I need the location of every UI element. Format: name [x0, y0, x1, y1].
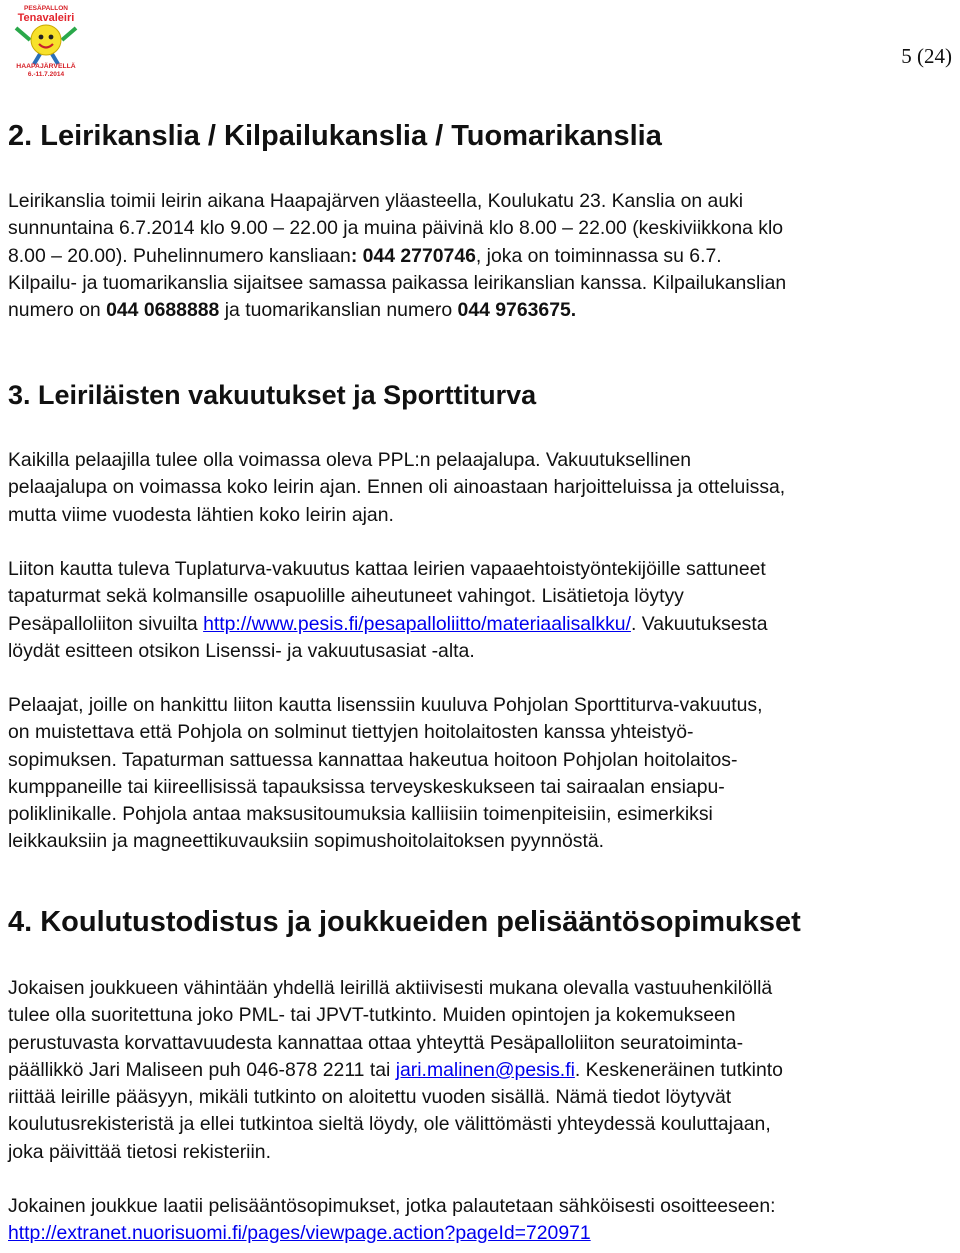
- text-line: Jokaisen joukkueen vähintään yhdellä leirillä aktiivisesti mukana olevalla vastuuhenkilöllä: [8, 977, 773, 999]
- extranet-link[interactable]: http://extranet.nuorisuomi.fi/pages/viewpage.action?pageId=720971: [8, 1222, 591, 1245]
- text-line: Liiton kautta tuleva Tuplaturva-vakuutus kattaa leirien vapaaehtoistyöntekijöille sattuneet: [8, 558, 766, 580]
- text-line: numero on 044 0688888 ja tuomarikanslian numero 044 9763675.: [8, 299, 577, 322]
- text-line: tulee olla suoritettuna joko PML- tai JPVT-tutkinto. Muiden opintojen ja kokemukseen: [8, 1004, 736, 1027]
- text-line: Kilpailu- ja tuomarikanslia sijaitsee samassa paikassa leirikanslian kanssa. Kilpailukanslian: [8, 271, 787, 294]
- text-line: kumppaneille tai kiireellisissä tapauksissa terveyskeskukseen tai sairaalan ensiapu-: [8, 775, 725, 798]
- text-line: sopimuksen. Tapaturman sattuessa kannattaa hakeutua hoitoon Pohjolan hoitolaitos-: [8, 748, 738, 771]
- logo-text-place: HAAPAJÄRVELLÄ: [16, 63, 76, 70]
- text-line: koulutusrekisteristä ja ellei tutkintoa sieltä löydy, ole välittömästi yhteydessä kouluttajaan,: [8, 1113, 771, 1136]
- section-4-heading: 4. Koulutustodistus ja joukkueiden pelisääntösopimukset: [8, 906, 801, 938]
- text-line: pelaajalupa on voimassa koko leirin ajan. Ennen oli ainoastaan harjoitteluissa ja otteluissa,: [8, 476, 786, 499]
- text-line: Leirikanslia toimii leirin aikana Haapajärven yläasteella, Koulukatu 23. Kanslia on auki: [8, 190, 744, 212]
- email-link[interactable]: jari.malinen@pesis.fi: [395, 1058, 575, 1081]
- text-line: on muistettava että Pohjola on solminut tiettyjen hoitolaitosten kanssa yhteistyö-: [8, 721, 694, 744]
- logo-text-top: PESÄPALLON: [24, 5, 68, 12]
- section-4-paragraph-1: [8, 975, 956, 1166]
- section-3-paragraph-2: [8, 556, 956, 665]
- section-2-paragraph: [8, 188, 956, 324]
- section-4-paragraph-2: [8, 1193, 956, 1248]
- text-line: perustuvasta korvattavuudesta kannattaa ottaa yhteyttä Pesäpalloliiton seuratoiminta-: [8, 1031, 744, 1054]
- text-line: [8, 1220, 956, 1247]
- text-line: leikkauksiin ja magneettikuvauksiin sopimushoitolaitoksen pyynnöstä.: [8, 830, 605, 853]
- text-line: tapaturmat sekä kolmansille osapuolille aiheutuneet vahingot. Lisätietoja löytyy: [8, 585, 684, 608]
- text-line: joka päivittää tietosi rekisteriin.: [8, 1140, 271, 1163]
- section-3-paragraph-3: [8, 692, 956, 856]
- text-line: Kaikilla pelaajilla tulee olla voimassa oleva PPL:n pelaajalupa. Vakuutuksellinen: [8, 449, 692, 471]
- logo-text-brand: Tenavaleiri: [17, 12, 75, 24]
- ball-mascot-icon: [16, 25, 76, 64]
- text-line: mutta viime vuodesta lähtien koko leirin ajan.: [8, 503, 394, 526]
- text-line: 8.00 – 20.00). Puhelinnumero kansliaan: 044 2770746, joka on toiminnassa su 6.7.: [8, 244, 722, 267]
- section-2-heading: 2. Leirikanslia / Kilpailukanslia / Tuomarikanslia: [8, 120, 662, 152]
- section-3-paragraph-1: [8, 447, 956, 529]
- text-line: Pelaajat, joille on hankittu liiton kautta lisenssiin kuuluva Pohjolan Sporttiturva-vakuutus,: [8, 694, 763, 716]
- chancery-phone-number: : 044 2770746: [350, 244, 476, 267]
- text-line: Pesäpalloliiton sivuilta http://www.pesis.fi/pesapalloliitto/materiaalisalkku/. Vakuutuksesta: [8, 612, 768, 635]
- text-line: riittää leirille pääsyyn, mikäli tutkinto on aloitettu vuoden sisällä. Nämä tiedot löytyvät: [8, 1086, 732, 1109]
- logo-text-date: 6.-11.7.2014: [27, 71, 65, 78]
- competition-office-number: 044 0688888: [106, 299, 220, 322]
- text-line: päällikkö Jari Maliseen puh 046-878 2211 tai jari.malinen@pesis.fi. Keskeneräinen tutkinto: [8, 1058, 783, 1081]
- text-line: poliklinikalle. Pohjola antaa maksusitoumuksia kalliisiin toimenpiteisiin, esimerkiksi: [8, 803, 713, 826]
- text-line: sunnuntaina 6.7.2014 klo 9.00 – 22.00 ja muina päivinä klo 8.00 – 22.00 (keskiviikkona klo: [8, 217, 784, 240]
- text-line: löydät esitteen otsikon Lisenssi- ja vakuutusasiat -alta.: [8, 639, 475, 662]
- camp-logo: [6, 2, 86, 78]
- referee-office-number: 044 9763675.: [457, 299, 577, 322]
- pesis-materials-link[interactable]: http://www.pesis.fi/pesapalloliitto/materiaalisalkku/: [203, 612, 631, 635]
- section-3-heading: 3. Leiriläisten vakuutukset ja Sporttiturva: [8, 380, 537, 410]
- page-number: 5 (24): [901, 44, 952, 68]
- text-line: Jokainen joukkue laatii pelisääntösopimukset, jotka palautetaan sähköisesti osoitteeseen:: [8, 1195, 776, 1217]
